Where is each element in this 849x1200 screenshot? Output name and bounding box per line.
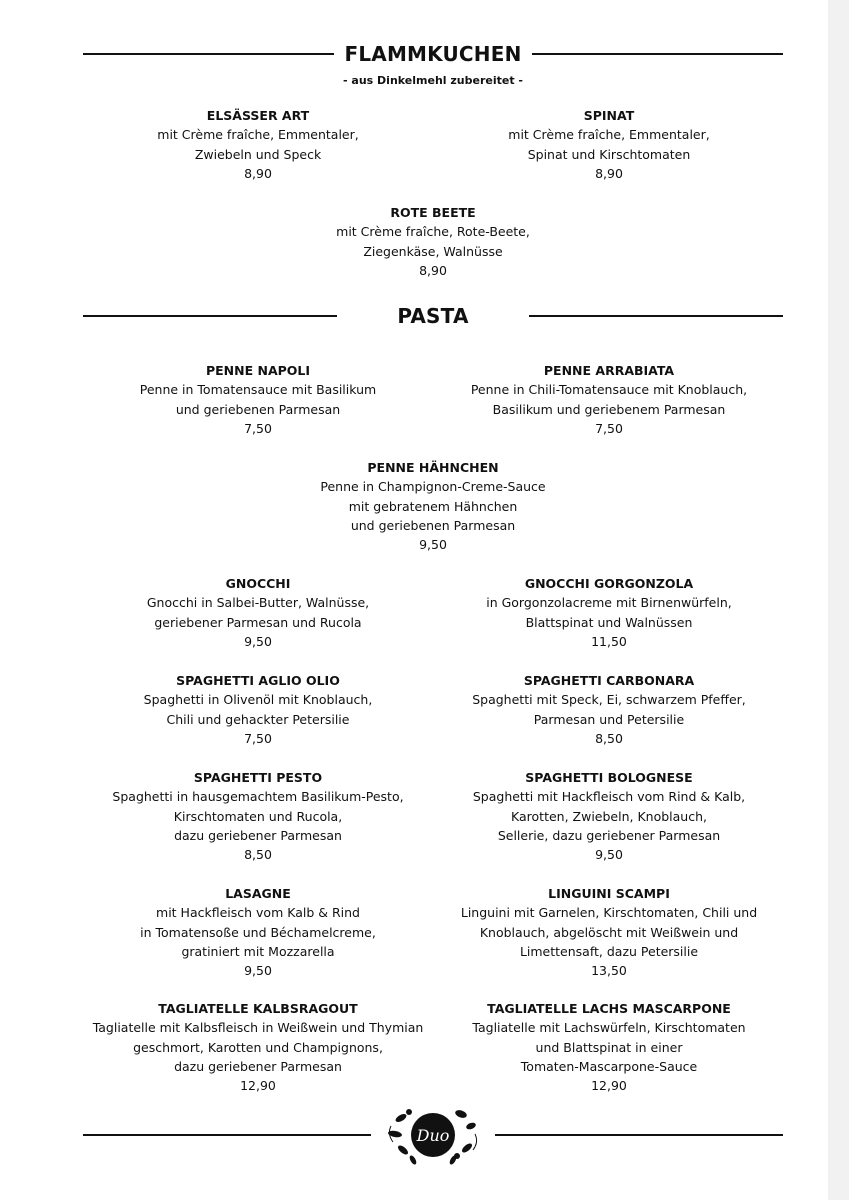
item-description: Knoblauch, abgelöscht mit Weißwein und	[479, 924, 739, 940]
pasta-header	[83, 304, 783, 328]
menu-item-linguini-scampi	[419, 884, 799, 980]
item-description: und Blattspinat in einer	[535, 1039, 683, 1055]
item-description: Linguini mit Garnelen, Kirschtomaten, Chili und	[460, 905, 758, 921]
item-description: Tagliatelle mit Kalbsfleisch in Weißwein und Thymian	[92, 1020, 424, 1036]
item-name: TAGLIATELLE LACHS MASCARPONE	[487, 1001, 731, 1016]
item-name: SPAGHETTI AGLIO OLIO	[176, 673, 340, 688]
section-subtitle: - aus Dinkelmehl zubereitet -	[343, 74, 523, 87]
menu-item-tagliatelle-lachs-mascarpone	[419, 999, 799, 1095]
item-price: 8,50	[244, 847, 272, 863]
menu-item-penne-napoli	[68, 361, 448, 438]
item-description: Blattspinat und Walnüssen	[525, 614, 693, 630]
item-description: Tomaten-Mascarpone-Sauce	[520, 1058, 698, 1074]
menu-item-spaghetti-bolognese	[419, 768, 799, 864]
item-price: 7,50	[244, 420, 272, 436]
item-description: Limettensaft, dazu Petersilie	[519, 943, 699, 959]
item-description: mit Crème fraîche, Emmentaler,	[157, 127, 359, 143]
item-name: SPINAT	[583, 108, 635, 123]
item-price: 8,90	[595, 165, 623, 181]
item-description: gratiniert mit Mozzarella	[181, 943, 335, 959]
divider-line	[83, 1134, 371, 1136]
divider-line	[529, 315, 783, 317]
item-description: und geriebenen Parmesan	[350, 517, 516, 533]
item-price: 12,90	[240, 1078, 276, 1094]
item-price: 7,50	[244, 730, 272, 746]
item-name: LINGUINI SCAMPI	[548, 886, 670, 901]
divider-line	[532, 53, 783, 55]
menu-item-elsaesser-art	[68, 106, 448, 183]
item-description: geschmort, Karotten und Champignons,	[133, 1039, 383, 1055]
item-description: in Gorgonzolacreme mit Birnenwürfeln,	[486, 595, 732, 611]
duo-logo	[383, 1104, 483, 1166]
item-price: 8,90	[419, 262, 447, 278]
item-price: 13,50	[591, 963, 627, 979]
divider-line	[83, 315, 337, 317]
section-title-flammkuchen: FLAMMKUCHEN	[344, 42, 522, 66]
item-name: GNOCCHI	[225, 576, 291, 591]
item-description: mit Crème fraîche, Rote-Beete,	[336, 224, 530, 240]
item-name: LASAGNE	[225, 886, 291, 901]
scrollbar[interactable]	[828, 0, 849, 1200]
item-name: SPAGHETTI CARBONARA	[523, 673, 695, 688]
item-description: Penne in Chili-Tomatensauce mit Knoblauch,	[470, 382, 748, 398]
section-title-pasta: PASTA	[397, 304, 469, 328]
item-description: Kirschtomaten und Rucola,	[173, 808, 343, 824]
item-name: PENNE ARRABIATA	[543, 363, 675, 378]
menu-item-lasagne	[68, 884, 448, 980]
item-description: Karotten, Zwiebeln, Knoblauch,	[511, 808, 707, 824]
item-price: 9,50	[419, 537, 447, 553]
item-name: ROTE BEETE	[390, 205, 476, 220]
menu-item-rote-beete	[243, 203, 623, 280]
item-description: Tagliatelle mit Lachswürfeln, Kirschtomaten	[472, 1020, 746, 1036]
item-description: Penne in Champignon-Creme-Sauce	[320, 479, 546, 495]
menu-item-penne-haehnchen	[243, 458, 623, 554]
item-description: Ziegenkäse, Walnüsse	[363, 243, 503, 259]
item-description: Penne in Tomatensauce mit Basilikum	[139, 382, 377, 398]
item-price: 11,50	[591, 633, 627, 649]
item-name: GNOCCHI GORGONZOLA	[524, 576, 694, 591]
menu-item-spaghetti-carbonara	[419, 671, 799, 748]
item-description: Spaghetti mit Hackfleisch vom Rind & Kalb,	[472, 789, 746, 805]
flammkuchen-header	[83, 42, 783, 66]
logo-text: Duo	[416, 1126, 450, 1145]
item-description: dazu geriebener Parmesan	[174, 1058, 342, 1074]
item-description: Parmesan und Petersilie	[533, 711, 685, 727]
item-description: mit Crème fraîche, Emmentaler,	[508, 127, 710, 143]
item-description: Chili und gehackter Petersilie	[166, 711, 350, 727]
item-name: PENNE HÄHNCHEN	[367, 460, 499, 475]
item-description: Spinat und Kirschtomaten	[527, 146, 691, 162]
item-description: mit gebratenem Hähnchen	[348, 498, 518, 514]
item-price: 9,50	[244, 963, 272, 979]
menu-item-penne-arrabiata	[419, 361, 799, 438]
item-description: Gnocchi in Salbei-Butter, Walnüsse,	[146, 595, 370, 611]
menu-item-gnocchi-gorgonzola	[419, 574, 799, 651]
item-price: 9,50	[595, 847, 623, 863]
item-description: Sellerie, dazu geriebener Parmesan	[497, 827, 721, 843]
item-name: PENNE NAPOLI	[205, 363, 311, 378]
menu-item-spinat	[419, 106, 799, 183]
footer	[83, 1104, 783, 1166]
divider-line	[83, 53, 334, 55]
item-description: Spaghetti in Olivenöl mit Knoblauch,	[143, 692, 373, 708]
item-name: SPAGHETTI BOLOGNESE	[525, 770, 693, 785]
item-name: SPAGHETTI PESTO	[193, 770, 323, 785]
item-description: Basilikum und geriebenem Parmesan	[492, 401, 726, 417]
menu-item-spaghetti-aglio-olio	[68, 671, 448, 748]
menu-item-gnocchi	[68, 574, 448, 651]
item-description: mit Hackfleisch vom Kalb & Rind	[156, 905, 360, 921]
item-description: Spaghetti in hausgemachtem Basilikum-Pesto,	[112, 789, 404, 805]
menu-item-spaghetti-pesto	[68, 768, 448, 864]
divider-line	[495, 1134, 783, 1136]
item-price: 8,50	[595, 730, 623, 746]
item-description: in Tomatensoße und Béchamelcreme,	[140, 924, 376, 940]
menu-item-tagliatelle-kalbsragout	[68, 999, 448, 1095]
item-price: 8,90	[244, 165, 272, 181]
item-description: und geriebenen Parmesan	[175, 401, 341, 417]
item-description: dazu geriebener Parmesan	[174, 827, 342, 843]
item-name: TAGLIATELLE KALBSRAGOUT	[158, 1001, 358, 1016]
item-price: 7,50	[595, 420, 623, 436]
item-description: Spaghetti mit Speck, Ei, schwarzem Pfeffer,	[472, 692, 746, 708]
item-price: 12,90	[591, 1078, 627, 1094]
item-description: Zwiebeln und Speck	[194, 146, 322, 162]
item-price: 9,50	[244, 633, 272, 649]
item-description: geriebener Parmesan und Rucola	[154, 614, 362, 630]
item-name: ELSÄSSER ART	[206, 108, 310, 123]
